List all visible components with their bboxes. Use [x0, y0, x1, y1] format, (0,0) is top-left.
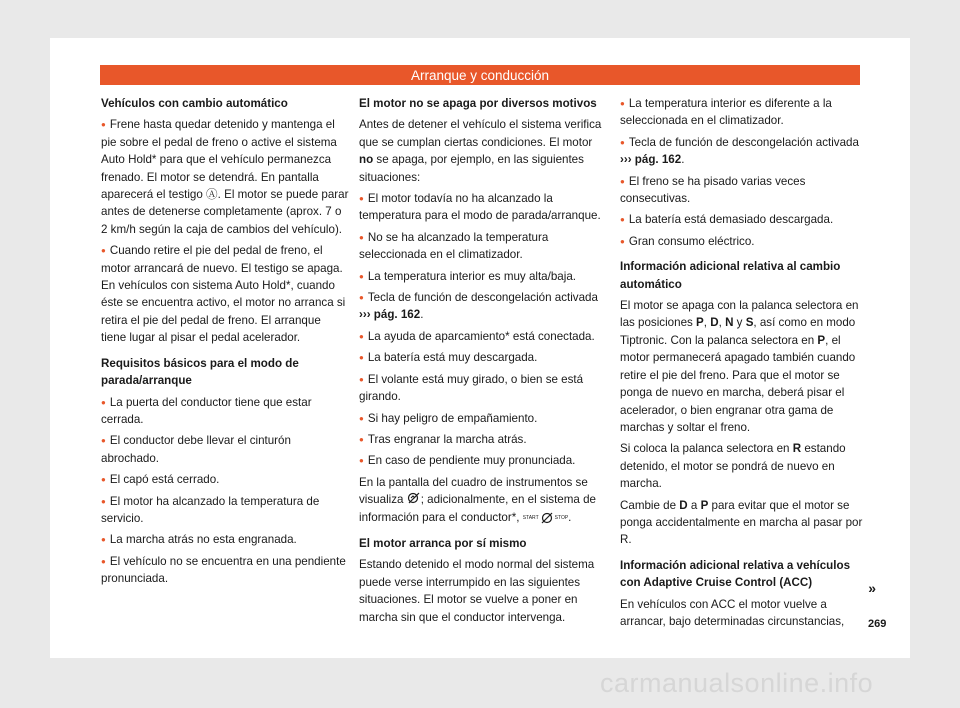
condition-item: ● Tras engranar la marcha atrás. — [359, 431, 607, 448]
heading-automatic: Vehículos con cambio automático — [101, 97, 288, 110]
requirement-item: ● El vehículo no se encuentra en una pendiente pronunciada. — [101, 553, 349, 588]
paragraph-intro: Antes de detener el vehículo el sistema verifica que se cumplan ciertas condiciones. El motor no se apaga, por ejemplo, en las siguientes situaciones: — [359, 118, 602, 184]
heading-automatic-info: Información adicional relativa al cambio automático — [620, 260, 841, 291]
column-2 — [359, 95, 607, 630]
heading-not-off: El motor no se apaga por diversos motivos — [359, 97, 597, 110]
condition-item: ● En caso de pendiente muy pronunciada. — [359, 452, 607, 469]
condition-item: ● El freno se ha pisado varias veces consecutivas. — [620, 173, 868, 208]
condition-item: ● No se ha alcanzado la temperatura seleccionada en el climatizador. — [359, 229, 607, 264]
heading-auto-start: El motor arranca por sí mismo — [359, 536, 527, 550]
condition-item: ● La temperatura interior es muy alta/baja. — [359, 268, 607, 285]
start-stop-warning-icon — [407, 492, 421, 504]
paragraph-display: En la pantalla del cuadro de instrumentos se visualiza ; adicionalmente, en el sistema de información para el conductor*, START STOP . — [359, 474, 607, 527]
requirement-item: ● El motor ha alcanzado la temperatura de servicio. — [101, 493, 349, 528]
paragraph-reverse: Si coloca la palanca selectora en R estando detenido, el motor se pondrá de nuevo en marcha. — [620, 442, 846, 491]
page-reference-link[interactable]: ››› pág. 162 — [359, 308, 421, 322]
condition-item: ● Tecla de función de descongelación activada ››› pág. 162. — [620, 134, 868, 169]
start-stop-symbol: START STOP — [523, 510, 568, 527]
paragraph-change: Cambie de D a P para evitar que el motor se ponga accidentalmente en marcha al pasar por R. — [620, 498, 863, 547]
section-title: Arranque y conducción — [410, 67, 550, 83]
condition-item: ● La ayuda de aparcamiento* está conectada. — [359, 328, 607, 345]
requirement-item: ● El conductor debe llevar el cinturón abrochado. — [101, 432, 349, 467]
column-1 — [101, 95, 349, 592]
heading-acc: Información adicional relativa a vehículos con Adaptive Cruise Control (ACC) — [620, 558, 851, 590]
condition-item: ● El motor todavía no ha alcanzado la temperatura para el modo de parada/arranque. — [359, 190, 607, 225]
condition-item: ● La batería está muy descargada. — [359, 349, 607, 366]
requirement-item: ● El capó está cerrado. — [101, 471, 349, 488]
continue-arrow-icon: » — [868, 580, 876, 596]
condition-item: ● La temperatura interior es diferente a la seleccionada en el climatizador. — [620, 95, 868, 130]
paragraph-brake: ● Frene hasta quedar detenido y mantenga el pie sobre el pedal de freno o active el sistema Auto Hold* para que el vehículo permanezca frenado. El motor se detendrá. En pantalla aparecerá el testigo Ⓐ. El motor se puede parar antes de detenerse completamente (aprox. 7 o 2 km/h según la caja de cambios del vehículo). — [101, 116, 349, 238]
column-3 — [620, 95, 876, 628]
watermark: carmanualsonline.info — [600, 668, 874, 698]
page-reference-link[interactable]: ››› pág. 162 — [620, 153, 682, 167]
requirement-item: ● La puerta del conductor tiene que estar cerrada. — [101, 394, 349, 429]
paragraph-selector: El motor se apaga con la palanca selectora en las posiciones P, D, N y S, así como en modo Tiptronic. Con la palanca selectora en P, el motor permanecerá apagado también cuando retire el pie del freno. Para que el motor se ponga de nuevo en marcha, deberá pisar el acelerador, o bien engranar otra gama de marchas y soltar el freno. — [620, 299, 859, 434]
heading-requirements: Requisitos básicos para el modo de parada/arranque — [101, 356, 299, 388]
paragraph-acc: En vehículos con ACC el motor vuelve a arrancar, bajo determinadas circunstancias, — [620, 597, 845, 628]
paragraph-release: ● Cuando retire el pie del pedal de freno, el motor arrancará de nuevo. El testigo se apaga. En vehículos con sistema Auto Hold*, cuando éste se encuentra activo, el motor no arranca si retira el pie del pedal de freno. El arranque tiene lugar al pisar el pedal acelerador. — [101, 242, 349, 346]
paragraph-auto-start: Estando detenido el modo normal del sistema puede verse interrumpido en las siguientes situaciones. El motor se vuelve a poner en marcha sin que el conductor intervenga. — [359, 558, 595, 624]
requirement-item: ● La marcha atrás no esta engranada. — [101, 531, 349, 548]
condition-item: ● El volante está muy girado, o bien se está girando. — [359, 371, 607, 406]
condition-item: ● La batería está demasiado descargada. — [620, 211, 868, 228]
start-stop-crossed-icon — [540, 512, 554, 524]
section-header — [100, 65, 860, 85]
condition-item: ● Si hay peligro de empañamiento. — [359, 410, 607, 427]
condition-item: ● Tecla de función de descongelación activada ››› pág. 162. — [359, 289, 607, 324]
condition-item: ● Gran consumo eléctrico. — [620, 233, 868, 250]
page-number: 269 — [868, 618, 887, 630]
